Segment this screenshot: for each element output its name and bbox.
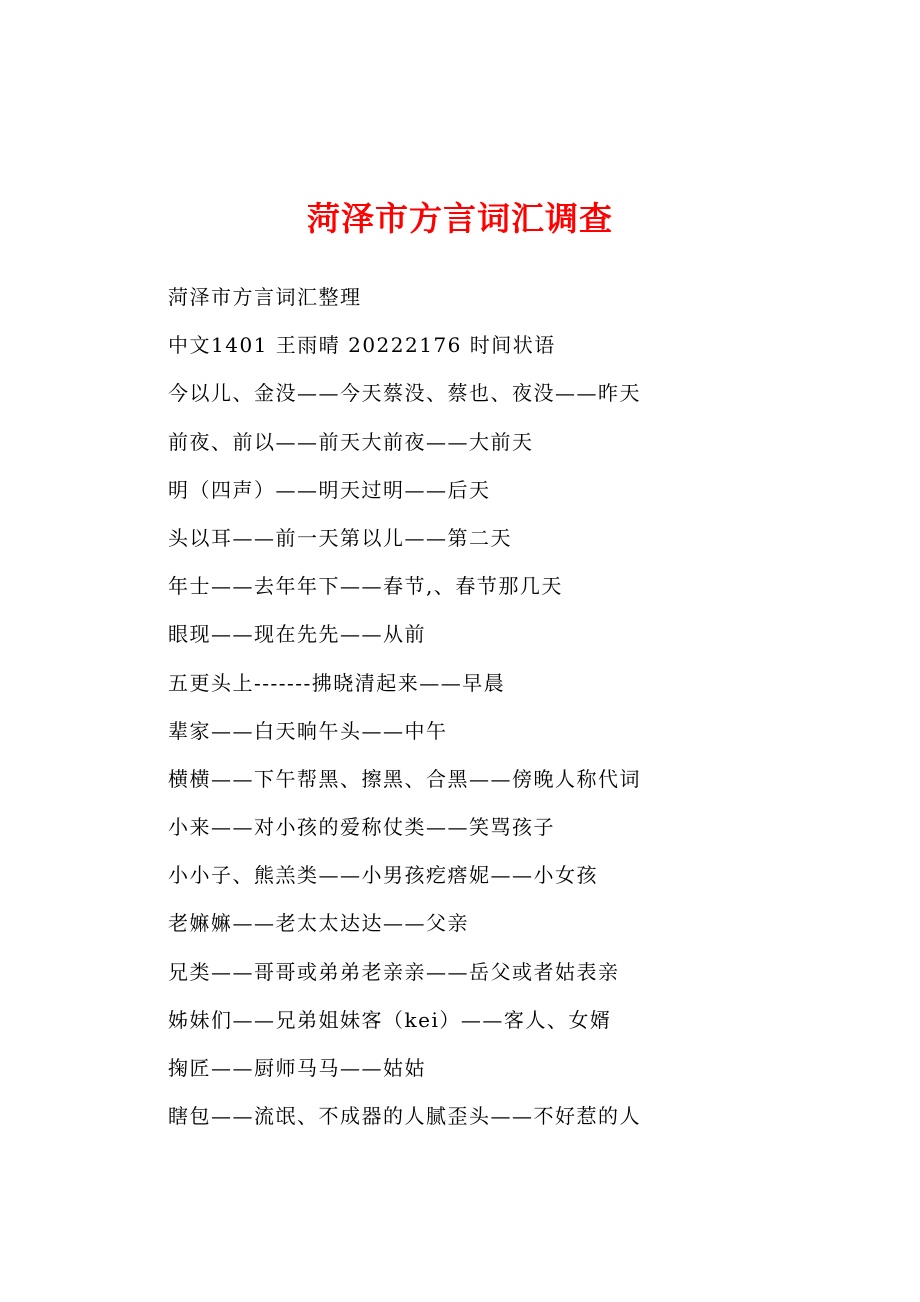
text-line: 头以耳——前一天第以儿——第二天 [168, 525, 512, 550]
text-line: 小来——对小孩的爱称仗类——笑骂孩子 [168, 815, 555, 840]
text-line: 掬匠——厨师马马——姑姑 [168, 1056, 426, 1080]
text-line: 明（四声）——明天过明——后天 [168, 477, 491, 502]
text-line: 眼现——现在先先——从前 [168, 622, 426, 647]
text-line: 年士——去年年下——春节,、春节那几天 [168, 574, 563, 599]
document-body [168, 273, 868, 1140]
text-line: 中文1401 王雨晴 20222176 时间状语 [168, 333, 556, 358]
text-line: 辈家——白天晌午头——中午 [168, 718, 448, 743]
text-line: 姊妹们——兄弟姐妹客（kei）——客人、女婿 [168, 1007, 612, 1032]
text-line: 今以儿、金没——今天蔡没、蔡也、夜没——昨天 [168, 381, 641, 406]
text-line: 兄类——哥哥或弟弟老亲亲——岳父或者姑表亲 [168, 959, 620, 984]
text-line: 菏泽市方言词汇整理 [168, 285, 362, 309]
document-title: 菏泽市方言词汇调查 [307, 199, 613, 238]
text-line: 前夜、前以——前天大前夜——大前天 [168, 429, 534, 454]
text-line: 瞎包——流氓、不成器的人腻歪头——不好惹的人 [168, 1104, 641, 1129]
text-line: 横横——下午帮黑、擦黑、合黑——傍晚人称代词 [168, 766, 641, 791]
text-line: 五更头上-------拂晓清起来——早晨 [168, 670, 506, 695]
text-line: 小小子、熊羔类——小男孩疙瘩妮——小女孩 [168, 863, 598, 888]
text-line: 老嫲嫲——老太太达达——父亲 [168, 911, 469, 936]
